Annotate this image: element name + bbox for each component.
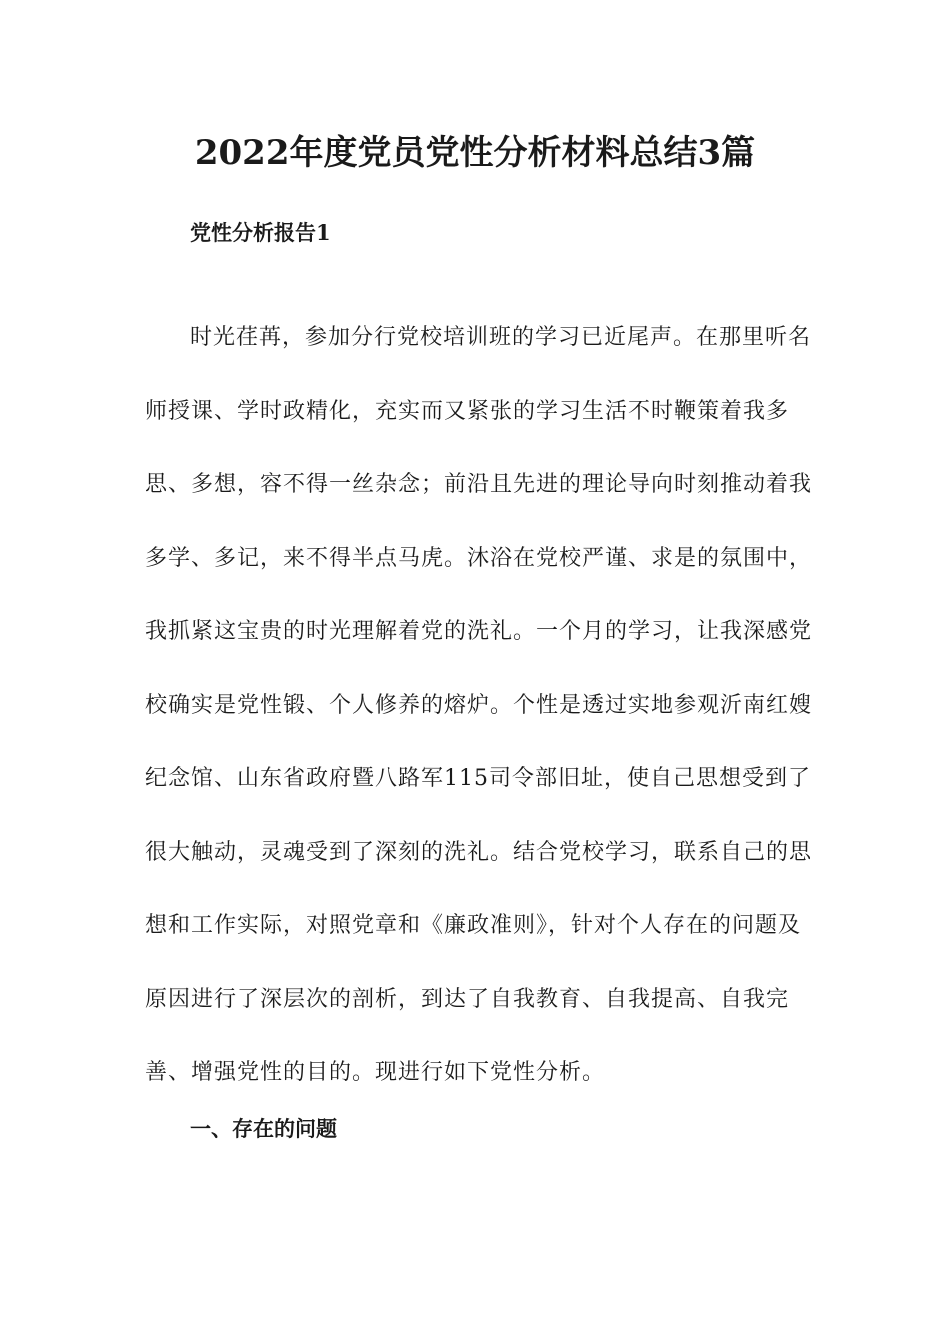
paragraph-line: 思、多想，容不得一丝杂念；前沿且先进的理论导向时刻推动着我 (145, 472, 813, 497)
paragraph-line: 校确实是党性锻、个人修养的熔炉。个性是透过实地参观沂南红嫂 (145, 692, 813, 718)
section-heading: 一、存在的问题 (190, 1116, 337, 1141)
document-title: 2022年度党员党性分析材料总结3篇 (194, 133, 756, 173)
paragraph-line: 纪念馆、山东省政府暨八路军115司令部旧址，使自己思想受到了 (145, 766, 811, 791)
paragraph-line: 时光荏苒，参加分行党校培训班的学习已近尾声。在那里听名 (190, 325, 812, 350)
paragraph-line: 原因进行了深层次的剖析，到达了自我教育、自我提高、自我完 (145, 986, 790, 1012)
paragraph-line: 师授课、学时政精化，充实而又紧张的学习生活不时鞭策着我多 (145, 398, 790, 424)
report-heading: 党性分析报告1 (190, 220, 331, 245)
paragraph-line: 我抓紧这宝贵的时光理解着党的洗礼。一个月的学习，让我深感党 (145, 619, 813, 644)
paragraph-line: 很大触动，灵魂受到了深刻的洗礼。结合党校学习，联系自己的思 (145, 839, 813, 865)
body-paragraph (145, 301, 813, 1110)
paragraph-line: 多学、多记，来不得半点马虎。沐浴在党校严谨、求是的氛围中， (145, 545, 813, 571)
paragraph-line: 想和工作实际，对照党章和《廉政准则》，针对个人存在的问题及 (145, 913, 802, 938)
paragraph-line: 善、增强党性的目的。现进行如下党性分析。 (145, 1060, 606, 1085)
